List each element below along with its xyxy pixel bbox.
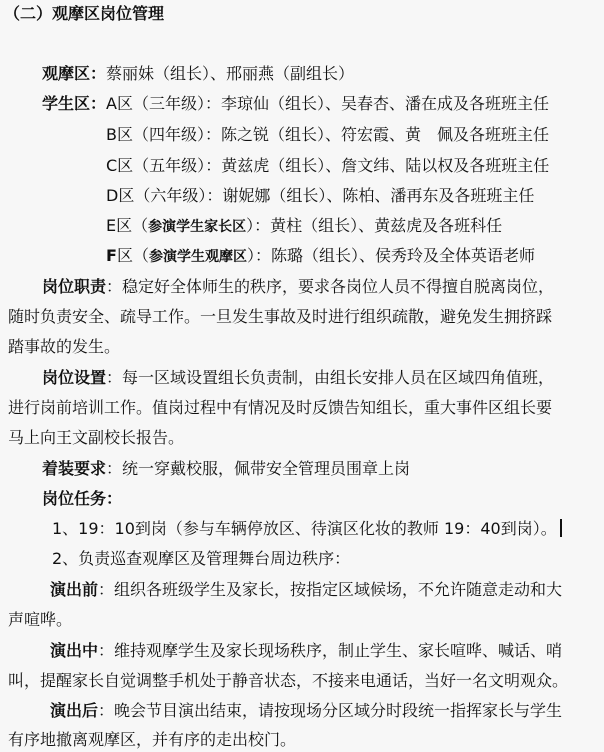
during-line-1	[50, 641, 562, 661]
tasks-label: 岗位任务：	[42, 489, 123, 508]
after-line-2: 有序地撤离观摩区，并有序的走出校门。	[8, 730, 297, 749]
duties-text: ：稳定好全体师生的秩序，要求各岗位人员不得擅自脱离岗位，	[106, 277, 555, 296]
zone-staff: ）：黄柱（组长）、黄兹虎及各班科任	[246, 216, 503, 235]
zone-note: 参演学生家长区	[148, 219, 247, 235]
task-item-2: 2、负责巡查观摩区及管理舞台周边秩序：	[52, 549, 351, 568]
zone-staff: ：李琼仙（组长）、吴春杏、潘在成及各班班主任	[204, 94, 549, 113]
duties-line-1	[42, 277, 554, 297]
zone-letter: B	[106, 125, 117, 144]
text-cursor	[560, 519, 562, 537]
during-line-2: 叫，提醒家长自觉调整手机处于静音状态，不接来电通话，当好一名文明观众。	[8, 671, 569, 690]
student-area-row-b	[106, 125, 549, 145]
zone-letter: A	[106, 94, 117, 113]
student-area-row-a	[42, 94, 549, 114]
viewing-area-text: 蔡丽妹（组长）、邢丽燕（副组长）	[106, 64, 355, 83]
setup-line-1	[42, 368, 554, 388]
during-text: ：维持观摩学生及家长现场秩序，制止学生、家长喧哗、喊话、哨	[98, 641, 563, 660]
viewing-area-label: 观摩区：	[42, 64, 107, 83]
after-text: ：晚会节目演出结束，请按现场分区域分时段统一指挥家长与学生	[98, 701, 563, 720]
setup-label: 岗位设置	[42, 368, 107, 387]
after-line-1	[50, 701, 562, 721]
zone-letter: C	[106, 156, 118, 175]
duties-label: 岗位职责	[42, 277, 107, 296]
zone-letter: D	[106, 186, 119, 205]
zone-staff: ：陈之锐（组长）、符宏霞、黄 佩及各班班主任	[205, 125, 550, 144]
zone-grade: 区（	[116, 246, 149, 265]
zone-letter: E	[106, 216, 117, 235]
setup-text: ：每一区域设置组长负责制，由组长安排人员在区域四角值班，	[106, 368, 555, 387]
zone-grade: 区（三年级）	[116, 94, 205, 113]
zone-note: 参演学生观摩区	[148, 249, 247, 265]
before-line-2: 声喧哗。	[8, 610, 73, 629]
zone-grade: 区（六年级）	[118, 186, 207, 205]
dress-line	[42, 459, 410, 479]
zone-grade: 区（	[116, 216, 149, 235]
zone-grade: 区（五年级）	[117, 156, 206, 175]
zone-staff: ）：陈璐（组长）、侯秀玲及全体英语老师	[246, 246, 535, 265]
zone-letter: F	[106, 246, 117, 265]
section-title: （二）观摩区岗位管理	[4, 4, 165, 23]
after-label: 演出后	[50, 701, 99, 720]
dress-text: ：统一穿戴校服，佩带安全管理员围章上岗	[106, 459, 411, 478]
setup-line-2: 进行岗前培训工作。值岗过程中有情况及时反馈告知组长，重大事件区组长要	[8, 398, 553, 417]
dress-label: 着装要求	[42, 459, 107, 478]
duties-line-3: 踏事故的发生。	[8, 337, 121, 356]
task-item-1-text: 1、19：10到岗（参与车辆停放区、待演区化妆的教师 19：40到岗）。	[52, 519, 557, 538]
task-item-1	[52, 519, 562, 539]
before-text: ：组织各班级学生及家长，按指定区域候场，不允许随意走动和大	[98, 580, 563, 599]
student-area-label: 学生区：	[42, 94, 107, 113]
setup-line-3: 马上向王文副校长报告。	[8, 428, 185, 447]
during-label: 演出中	[50, 641, 99, 660]
student-area-row-d	[106, 186, 534, 206]
before-line-1	[50, 580, 562, 600]
zone-staff: ：谢妮娜（组长）、陈柏、潘再东及各班班主任	[206, 186, 535, 205]
student-area-row-f	[106, 246, 535, 267]
student-area-row-c	[106, 156, 549, 176]
zone-grade: 区（四年级）	[116, 125, 205, 144]
viewing-area-line	[42, 64, 354, 84]
before-label: 演出前	[50, 580, 99, 599]
duties-line-2: 随时负责安全、疏导工作。一旦发生事故及时进行组织疏散，避免发生拥挤踩	[8, 307, 553, 326]
zone-staff: ：黄兹虎（组长）、詹文纬、陆以权及各班班主任	[205, 156, 550, 175]
student-area-row-e	[106, 216, 502, 237]
